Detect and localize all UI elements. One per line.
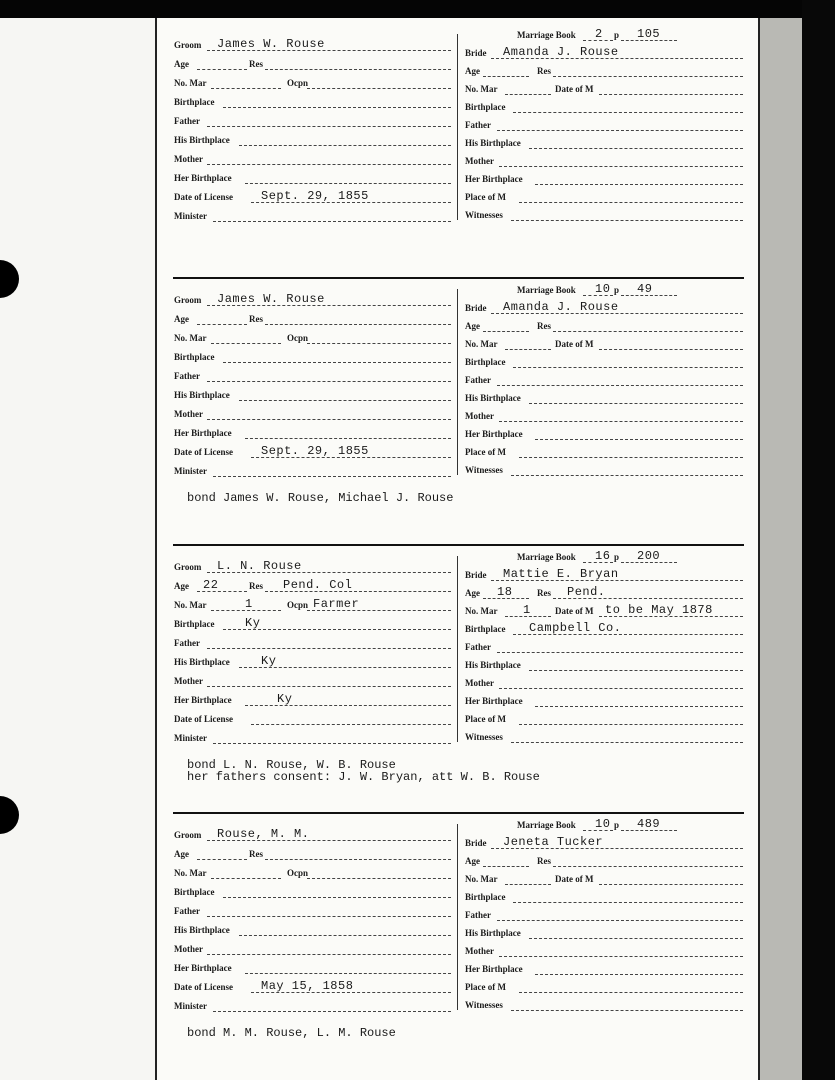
field-underline (207, 164, 451, 165)
field-underline (197, 859, 247, 860)
groom-ocpn-value: Farmer (313, 597, 360, 611)
bride-father-label: Father (465, 910, 491, 920)
field-underline (519, 457, 743, 458)
bride-bride-label: Bride (465, 838, 487, 848)
field-underline (529, 403, 743, 404)
field-underline (497, 652, 743, 653)
groom-her-birthplace-label: Her Birthplace (174, 428, 232, 438)
groom-birthplace-label: Birthplace (174, 352, 215, 362)
field-underline (499, 956, 743, 957)
bride-witnesses-label: Witnesses (465, 465, 503, 475)
bride-father-label: Father (465, 120, 491, 130)
field-underline (511, 742, 743, 743)
date-of-license-value: Sept. 29, 1855 (261, 189, 369, 203)
bride-age-value: 18 (497, 585, 513, 599)
groom-birthplace-label: Birthplace (174, 97, 215, 107)
bride-res-label: Res (537, 66, 551, 76)
field-underline (535, 706, 743, 707)
bride-res-label: Res (537, 321, 551, 331)
bride-bride-label: Bride (465, 303, 487, 313)
groom-res-label: Res (249, 581, 263, 591)
groom-ocpn-label: Ocpn (287, 600, 309, 610)
groom-mother-label: Mother (174, 676, 203, 686)
bride-age-label: Age (465, 66, 480, 76)
groom-father-label: Father (174, 371, 200, 381)
bride-name-value: Mattie E. Bryan (503, 567, 619, 581)
groom-no-mar-label: No. Mar (174, 868, 207, 878)
marriage-book-label: Marriage Book (517, 552, 576, 562)
marriage-book-label: Marriage Book (517, 285, 576, 295)
field-underline (599, 94, 743, 95)
field-underline (499, 688, 743, 689)
card-divider (173, 277, 744, 279)
field-underline (513, 902, 743, 903)
groom-father-label: Father (174, 638, 200, 648)
punch-hole (0, 796, 19, 834)
groom-ocpn-label: Ocpn (287, 333, 309, 343)
bride-date-of-m-label: Date of M (555, 874, 594, 884)
field-underline (223, 362, 451, 363)
groom-no-mar-value: 1 (245, 597, 253, 611)
marriage-book-label: Marriage Book (517, 820, 576, 830)
groom-birthplace-label: Birthplace (174, 619, 215, 629)
marriage-book-value: 10 (595, 817, 611, 831)
column-divider (457, 824, 458, 1010)
field-underline (519, 724, 743, 725)
groom-birthplace-value: Ky (245, 616, 261, 630)
bride-birthplace-label: Birthplace (465, 102, 506, 112)
field-underline (239, 145, 451, 146)
marriage-book-value: 10 (595, 282, 611, 296)
groom-groom-label: Groom (174, 830, 202, 840)
scan-black-edge (802, 0, 835, 1080)
field-underline (505, 349, 551, 350)
groom-age-value: 22 (203, 578, 219, 592)
record-note: bond James W. Rouse, Michael J. Rouse (187, 491, 454, 505)
field-underline (505, 94, 551, 95)
bride-father-label: Father (465, 375, 491, 385)
field-underline (599, 884, 743, 885)
bride-name-value: Amanda J. Rouse (503, 300, 619, 314)
bride-birthplace-label: Birthplace (465, 357, 506, 367)
field-underline (213, 476, 451, 477)
groom-name-value: L. N. Rouse (217, 559, 302, 573)
field-underline (223, 107, 451, 108)
bride-no-mar-value: 1 (523, 603, 531, 617)
field-underline (499, 421, 743, 422)
page-value: 200 (637, 549, 661, 563)
record-note: bond M. M. Rouse, L. M. Rouse (187, 1026, 396, 1040)
field-underline (553, 331, 743, 332)
column-divider (457, 556, 458, 742)
bride-bride-label: Bride (465, 570, 487, 580)
bride-her-birthplace-label: Her Birthplace (465, 696, 523, 706)
field-underline (529, 670, 743, 671)
field-underline (599, 349, 743, 350)
groom-his-birthplace-label: His Birthplace (174, 135, 230, 145)
field-underline (505, 884, 551, 885)
bride-place-of-m-label: Place of M (465, 714, 506, 724)
groom-name-value: James W. Rouse (217, 37, 325, 51)
record-note: her fathers consent: J. W. Bryan, att W. B. Rouse (187, 770, 540, 784)
field-underline (553, 866, 743, 867)
groom-groom-label: Groom (174, 562, 202, 572)
page-label: p (614, 30, 620, 40)
groom-date-of-license-label: Date of License (174, 447, 233, 457)
bride-bride-label: Bride (465, 48, 487, 58)
field-underline (239, 935, 451, 936)
field-underline (213, 743, 451, 744)
field-underline (251, 724, 451, 725)
field-underline (535, 439, 743, 440)
field-underline (211, 343, 281, 344)
card-divider (173, 812, 744, 814)
field-underline (197, 324, 247, 325)
groom-name-value: James W. Rouse (217, 292, 325, 306)
bride-her-birthplace-label: Her Birthplace (465, 429, 523, 439)
bride-witnesses-label: Witnesses (465, 210, 503, 220)
bride-res-label: Res (537, 856, 551, 866)
bride-no-mar-label: No. Mar (465, 874, 498, 884)
groom-no-mar-label: No. Mar (174, 600, 207, 610)
scan-top-border (0, 0, 835, 18)
groom-his-birthplace-value: Ky (261, 654, 277, 668)
punch-hole (0, 260, 19, 298)
bride-place-of-m-label: Place of M (465, 982, 506, 992)
bride-no-mar-label: No. Mar (465, 606, 498, 616)
groom-age-label: Age (174, 59, 189, 69)
groom-name-value: Rouse, M. M. (217, 827, 310, 841)
bride-date-of-m-label: Date of M (555, 84, 594, 94)
field-underline (211, 878, 281, 879)
field-underline (307, 878, 451, 879)
field-underline (207, 916, 451, 917)
bride-birthplace-value: Campbell Co. (529, 621, 622, 635)
field-underline (207, 419, 451, 420)
groom-minister-label: Minister (174, 733, 207, 743)
page-value: 49 (637, 282, 653, 296)
field-underline (207, 381, 451, 382)
field-underline (511, 1010, 743, 1011)
groom-res-label: Res (249, 314, 263, 324)
groom-res-label: Res (249, 849, 263, 859)
bride-birthplace-label: Birthplace (465, 624, 506, 634)
column-divider (457, 34, 458, 220)
marriage-record-card (157, 22, 758, 284)
field-underline (497, 385, 743, 386)
field-underline (307, 343, 451, 344)
marriage-record-card (157, 544, 758, 806)
left-margin (0, 18, 157, 1080)
field-underline (245, 183, 451, 184)
groom-age-label: Age (174, 581, 189, 591)
field-underline (211, 88, 281, 89)
bride-his-birthplace-label: His Birthplace (465, 660, 521, 670)
bride-mother-label: Mother (465, 678, 494, 688)
groom-her-birthplace-label: Her Birthplace (174, 695, 232, 705)
marriage-book-label: Marriage Book (517, 30, 576, 40)
field-underline (265, 859, 451, 860)
field-underline (223, 897, 451, 898)
field-underline (245, 705, 451, 706)
bride-place-of-m-label: Place of M (465, 192, 506, 202)
bride-his-birthplace-label: His Birthplace (465, 138, 521, 148)
groom-mother-label: Mother (174, 409, 203, 419)
field-underline (483, 331, 529, 332)
field-underline (529, 148, 743, 149)
scan-right-margin (760, 18, 802, 1080)
field-underline (499, 166, 743, 167)
groom-her-birthplace-value: Ky (277, 692, 293, 706)
field-underline (207, 954, 451, 955)
groom-minister-label: Minister (174, 466, 207, 476)
groom-no-mar-label: No. Mar (174, 78, 207, 88)
bride-place-of-m-label: Place of M (465, 447, 506, 457)
groom-groom-label: Groom (174, 295, 202, 305)
groom-no-mar-label: No. Mar (174, 333, 207, 343)
record-note: bond L. N. Rouse, W. B. Rouse (187, 758, 396, 772)
field-underline (213, 1011, 451, 1012)
bride-name-value: Jeneta Tucker (503, 835, 604, 849)
page-value: 489 (637, 817, 661, 831)
bride-her-birthplace-label: Her Birthplace (465, 174, 523, 184)
field-underline (535, 184, 743, 185)
field-underline (497, 920, 743, 921)
groom-father-label: Father (174, 906, 200, 916)
field-underline (245, 973, 451, 974)
field-underline (519, 202, 743, 203)
groom-date-of-license-label: Date of License (174, 714, 233, 724)
bride-her-birthplace-label: Her Birthplace (465, 964, 523, 974)
page-label: p (614, 285, 620, 295)
field-underline (483, 76, 529, 77)
marriage-record-card (157, 812, 758, 1074)
groom-her-birthplace-label: Her Birthplace (174, 963, 232, 973)
groom-groom-label: Groom (174, 40, 202, 50)
page-label: p (614, 820, 620, 830)
groom-ocpn-label: Ocpn (287, 78, 309, 88)
groom-age-label: Age (174, 849, 189, 859)
bride-no-mar-label: No. Mar (465, 84, 498, 94)
groom-res-label: Res (249, 59, 263, 69)
groom-age-label: Age (174, 314, 189, 324)
bride-mother-label: Mother (465, 411, 494, 421)
groom-date-of-license-label: Date of License (174, 982, 233, 992)
date-of-license-value: Sept. 29, 1855 (261, 444, 369, 458)
bride-age-label: Age (465, 321, 480, 331)
bride-witnesses-label: Witnesses (465, 732, 503, 742)
field-underline (483, 866, 529, 867)
bride-birthplace-label: Birthplace (465, 892, 506, 902)
field-underline (265, 324, 451, 325)
marriage-book-value: 2 (595, 27, 603, 41)
page-value: 105 (637, 27, 661, 41)
field-underline (513, 367, 743, 368)
bride-res-label: Res (537, 588, 551, 598)
field-underline (511, 220, 743, 221)
groom-father-label: Father (174, 116, 200, 126)
bride-age-label: Age (465, 588, 480, 598)
field-underline (497, 130, 743, 131)
bride-his-birthplace-label: His Birthplace (465, 928, 521, 938)
bride-name-value: Amanda J. Rouse (503, 45, 619, 59)
bride-his-birthplace-label: His Birthplace (465, 393, 521, 403)
field-underline (535, 974, 743, 975)
groom-minister-label: Minister (174, 1001, 207, 1011)
bride-witnesses-label: Witnesses (465, 1000, 503, 1010)
field-underline (207, 686, 451, 687)
groom-minister-label: Minister (174, 211, 207, 221)
groom-mother-label: Mother (174, 154, 203, 164)
groom-ocpn-label: Ocpn (287, 868, 309, 878)
bride-mother-label: Mother (465, 156, 494, 166)
bride-mother-label: Mother (465, 946, 494, 956)
page-label: p (614, 552, 620, 562)
field-underline (553, 76, 743, 77)
bride-date-of-m-label: Date of M (555, 606, 594, 616)
groom-her-birthplace-label: Her Birthplace (174, 173, 232, 183)
groom-res-value: Pend. Col (283, 578, 353, 592)
bride-no-mar-label: No. Mar (465, 339, 498, 349)
bride-date-of-m-label: Date of M (555, 339, 594, 349)
bride-date-of-m-value: to be May 1878 (605, 603, 713, 617)
field-underline (265, 69, 451, 70)
date-of-license-value: May 15, 1858 (261, 979, 354, 993)
groom-birthplace-label: Birthplace (174, 887, 215, 897)
bride-father-label: Father (465, 642, 491, 652)
field-underline (519, 992, 743, 993)
bride-res-value: Pend. (567, 585, 606, 599)
field-underline (307, 88, 451, 89)
groom-his-birthplace-label: His Birthplace (174, 925, 230, 935)
groom-mother-label: Mother (174, 944, 203, 954)
groom-date-of-license-label: Date of License (174, 192, 233, 202)
field-underline (213, 221, 451, 222)
column-divider (457, 289, 458, 475)
groom-his-birthplace-label: His Birthplace (174, 390, 230, 400)
field-underline (513, 112, 743, 113)
card-divider (173, 544, 744, 546)
field-underline (207, 648, 451, 649)
field-underline (239, 400, 451, 401)
field-underline (245, 438, 451, 439)
marriage-book-value: 16 (595, 549, 611, 563)
field-underline (511, 475, 743, 476)
field-underline (207, 126, 451, 127)
groom-his-birthplace-label: His Birthplace (174, 657, 230, 667)
marriage-record-card (157, 277, 758, 539)
bride-age-label: Age (465, 856, 480, 866)
field-underline (529, 938, 743, 939)
field-underline (197, 69, 247, 70)
